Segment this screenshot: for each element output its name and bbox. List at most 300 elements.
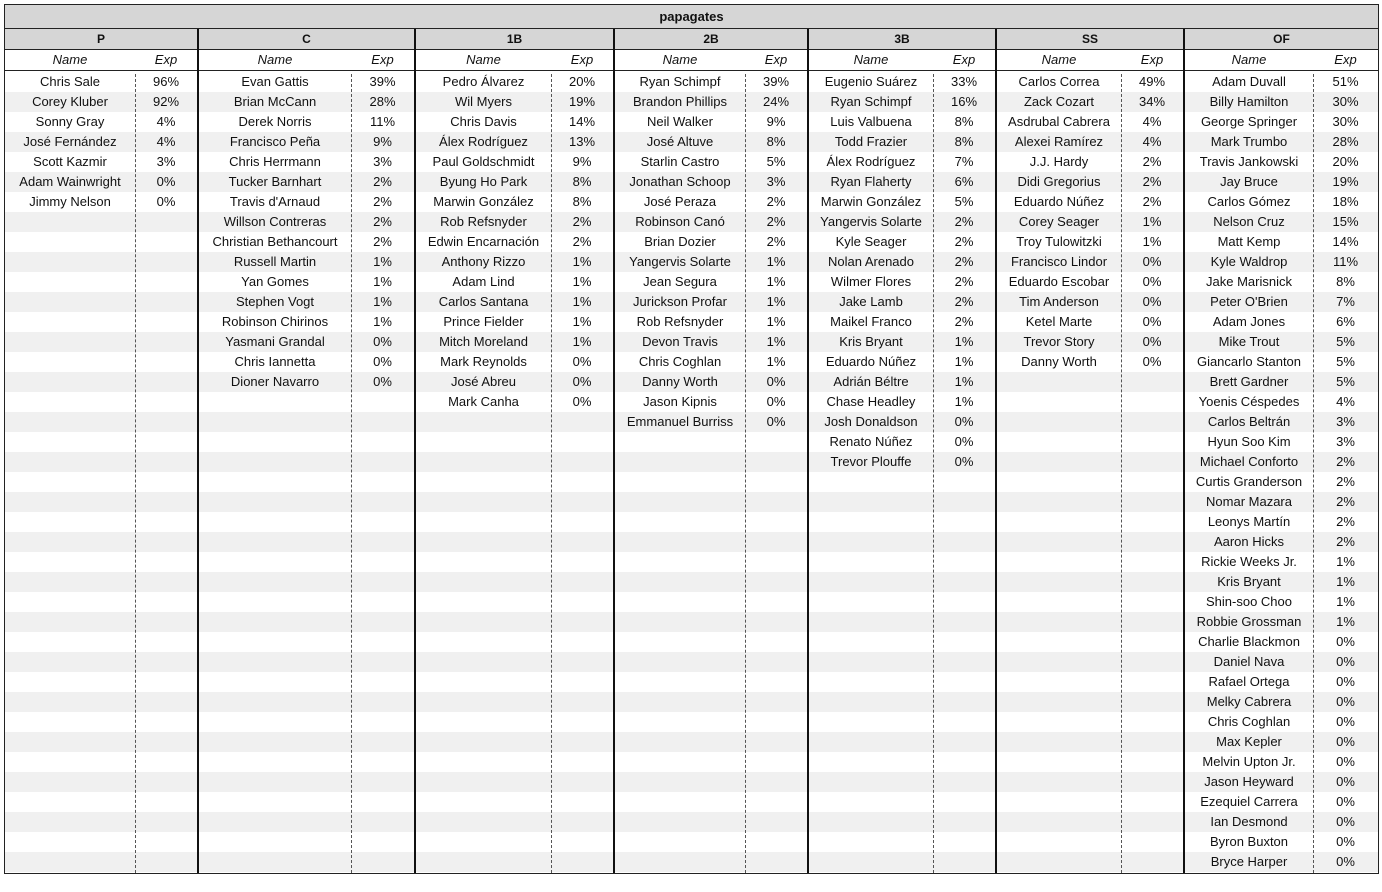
player-exposure: 16% (950, 94, 978, 109)
player-exposure: 8% (572, 194, 592, 209)
table-row (615, 172, 807, 192)
table-row (199, 212, 414, 232)
table-row (1185, 112, 1378, 132)
table-row (416, 352, 613, 372)
player-exposure: 5% (954, 194, 974, 209)
player-name: Adam Lind (452, 274, 515, 289)
exp-column-header: Exp (952, 52, 976, 67)
player-name: Matt Kemp (1217, 234, 1281, 249)
table-row (997, 272, 1183, 292)
player-exposure: 51% (1332, 74, 1359, 89)
table-row (809, 312, 995, 332)
column-headers (997, 50, 1183, 71)
position-block-2b (613, 29, 807, 873)
table-row (199, 112, 414, 132)
position-header: OF (1185, 29, 1378, 50)
table-row (199, 352, 414, 372)
table-row (809, 292, 995, 312)
player-exposure: 2% (1142, 174, 1162, 189)
table-row (1185, 332, 1378, 352)
player-name: Rob Refsnyder (636, 314, 724, 329)
table-row (997, 192, 1183, 212)
table-row (1185, 792, 1378, 812)
player-name: Mark Reynolds (440, 354, 527, 369)
table-row (1185, 272, 1378, 292)
table-row (1185, 292, 1378, 312)
name-column-header: Name (257, 52, 293, 67)
player-exposure: 0% (1336, 634, 1355, 649)
player-exposure: 14% (1332, 234, 1359, 249)
player-name: Rickie Weeks Jr. (1201, 554, 1297, 569)
table-row (5, 112, 197, 132)
exp-column-header: Exp (764, 52, 788, 67)
player-name: Charlie Blackmon (1198, 634, 1300, 649)
player-exposure: 39% (762, 74, 790, 89)
table-row (1185, 92, 1378, 112)
player-exposure: 2% (766, 234, 786, 249)
player-exposure: 1% (373, 294, 392, 309)
table-row (615, 132, 807, 152)
player-name: Jay Bruce (1220, 174, 1278, 189)
player-name: José Abreu (450, 374, 517, 389)
player-exposure: 3% (1336, 414, 1355, 429)
player-name: Asdrubal Cabrera (1008, 114, 1110, 129)
position-header: P (5, 29, 197, 50)
player-exposure: 28% (1332, 134, 1359, 149)
player-exposure: 2% (766, 194, 786, 209)
table-row (809, 72, 995, 92)
player-exposure: 19% (1332, 174, 1359, 189)
player-exposure: 2% (1336, 474, 1355, 489)
table-row (416, 72, 613, 92)
player-exposure: 2% (954, 234, 974, 249)
table-row (416, 332, 613, 352)
table-row (809, 392, 995, 412)
table-row (199, 152, 414, 172)
table-row (199, 332, 414, 352)
table-row (5, 92, 197, 112)
player-name: Marwin González (433, 194, 534, 209)
player-exposure: 0% (1142, 314, 1162, 329)
player-name: Eduardo Núñez (1013, 194, 1105, 209)
player-list (5, 72, 197, 873)
player-name: Maikel Franco (830, 314, 912, 329)
table-row (1185, 132, 1378, 152)
table-row (199, 232, 414, 252)
table-row (1185, 412, 1378, 432)
player-exposure: 5% (1336, 354, 1355, 369)
player-name: Travis d'Arnaud (229, 194, 321, 209)
player-exposure: 7% (1336, 294, 1355, 309)
table-row (1185, 452, 1378, 472)
column-headers (809, 50, 995, 71)
player-exposure: 4% (156, 134, 176, 149)
player-exposure: 5% (766, 154, 786, 169)
table-row (997, 112, 1183, 132)
player-exposure: 49% (1138, 74, 1166, 89)
player-exposure: 2% (954, 254, 974, 269)
player-exposure: 9% (766, 114, 786, 129)
player-exposure: 1% (373, 314, 392, 329)
table-row (997, 352, 1183, 372)
player-name: Carlos Gómez (1207, 194, 1291, 209)
position-block-ss (995, 29, 1183, 873)
player-name: José Fernández (23, 134, 117, 149)
player-exposure: 13% (568, 134, 596, 149)
player-name: Eduardo Escobar (1008, 274, 1110, 289)
table-row (1185, 512, 1378, 532)
player-list (199, 72, 414, 873)
player-exposure: 0% (1142, 354, 1162, 369)
name-column-header: Name (52, 52, 88, 67)
table-row (997, 92, 1183, 112)
name-column-header: Name (853, 52, 889, 67)
table-row (1185, 312, 1378, 332)
position-block-p (5, 29, 197, 873)
player-exposure: 7% (954, 154, 974, 169)
player-exposure: 2% (954, 314, 974, 329)
player-exposure: 2% (766, 214, 786, 229)
player-name: Álex Rodríguez (826, 154, 916, 169)
player-name: Rob Refsnyder (440, 214, 527, 229)
player-list (809, 72, 995, 873)
position-header: 3B (809, 29, 995, 50)
player-name: Shin-soo Choo (1206, 594, 1292, 609)
player-name: Ian Desmond (1210, 814, 1288, 829)
table-row (199, 312, 414, 332)
player-exposure: 2% (373, 214, 392, 229)
table-row (416, 232, 613, 252)
player-name: Brandon Phillips (633, 94, 727, 109)
table-row (1185, 652, 1378, 672)
player-name: José Altuve (646, 134, 714, 149)
player-exposure: 0% (373, 374, 392, 389)
player-name: Robbie Grossman (1196, 614, 1302, 629)
player-name: Adrián Béltre (833, 374, 909, 389)
player-name: Giancarlo Stanton (1196, 354, 1302, 369)
player-exposure: 0% (1336, 834, 1355, 849)
table-row (199, 172, 414, 192)
player-exposure: 24% (762, 94, 790, 109)
table-row (416, 192, 613, 212)
player-exposure: 0% (1336, 794, 1355, 809)
player-exposure: 0% (1142, 294, 1162, 309)
player-exposure: 2% (1142, 154, 1162, 169)
name-column-header: Name (1231, 52, 1267, 67)
column-headers (416, 50, 613, 71)
player-exposure: 4% (1336, 394, 1355, 409)
player-exposure: 0% (954, 414, 974, 429)
player-name: Christian Bethancourt (212, 234, 338, 249)
player-name: Chase Headley (826, 394, 916, 409)
player-exposure: 4% (1142, 114, 1162, 129)
position-header: 2B (615, 29, 807, 50)
table-row (809, 372, 995, 392)
table-row (1185, 72, 1378, 92)
player-exposure: 11% (369, 114, 396, 129)
player-name: Jimmy Nelson (29, 194, 111, 209)
player-exposure: 33% (950, 74, 978, 89)
player-name: Mike Trout (1218, 334, 1280, 349)
player-name: Russell Martin (233, 254, 317, 269)
table-row (1185, 392, 1378, 412)
table-row (615, 392, 807, 412)
player-exposure: 5% (1336, 374, 1355, 389)
player-list (997, 72, 1183, 873)
position-header: SS (997, 29, 1183, 50)
player-name: Yangervis Solarte (820, 214, 922, 229)
player-exposure: 0% (1336, 854, 1355, 869)
table-row (1185, 432, 1378, 452)
player-name: Daniel Nava (1213, 654, 1285, 669)
player-exposure: 1% (572, 294, 592, 309)
player-name: Derek Norris (238, 114, 312, 129)
player-name: Michael Conforto (1199, 454, 1299, 469)
table-row (615, 272, 807, 292)
player-exposure: 0% (954, 454, 974, 469)
player-exposure: 11% (1332, 254, 1359, 269)
table-row (1185, 712, 1378, 732)
table-row (199, 132, 414, 152)
player-exposure: 96% (152, 74, 180, 89)
player-exposure: 92% (152, 94, 180, 109)
player-name: Ryan Schimpf (830, 94, 912, 109)
player-name: Willson Contreras (223, 214, 327, 229)
player-name: Tim Anderson (1019, 294, 1099, 309)
player-name: Dioner Navarro (230, 374, 320, 389)
player-exposure: 4% (156, 114, 176, 129)
player-exposure: 19% (568, 94, 596, 109)
table-row (1185, 232, 1378, 252)
player-exposure: 0% (766, 414, 786, 429)
table-row (997, 312, 1183, 332)
player-name: Jean Segura (643, 274, 717, 289)
player-name: Jason Heyward (1204, 774, 1294, 789)
player-exposure: 1% (1336, 554, 1355, 569)
player-name: Trevor Plouffe (830, 454, 912, 469)
player-name: Hyun Soo Kim (1207, 434, 1291, 449)
table-row (615, 152, 807, 172)
player-name: Didi Gregorius (1017, 174, 1101, 189)
sheet-title: papagates (5, 5, 1378, 29)
player-exposure: 2% (954, 274, 974, 289)
player-list (1185, 72, 1378, 873)
player-exposure: 2% (1336, 534, 1355, 549)
table-row (615, 72, 807, 92)
player-name: Luis Valbuena (830, 114, 912, 129)
table-row (416, 372, 613, 392)
exp-column-header: Exp (154, 52, 178, 67)
player-exposure: 8% (954, 114, 974, 129)
player-exposure: 8% (572, 174, 592, 189)
player-name: Brian McCann (233, 94, 317, 109)
player-exposure: 0% (1336, 734, 1355, 749)
table-row (1185, 692, 1378, 712)
player-name: Chris Coghlan (1207, 714, 1291, 729)
player-exposure: 20% (568, 74, 596, 89)
player-exposure: 1% (1142, 214, 1162, 229)
player-name: Jason Kipnis (643, 394, 717, 409)
player-exposure: 9% (373, 134, 392, 149)
player-name: Devon Travis (642, 334, 718, 349)
table-row (997, 172, 1183, 192)
table-row (5, 192, 197, 212)
player-name: Kyle Waldrop (1210, 254, 1288, 269)
player-exposure: 1% (1142, 234, 1162, 249)
table-row (199, 292, 414, 312)
player-exposure: 0% (954, 434, 974, 449)
table-row (416, 312, 613, 332)
table-row (615, 192, 807, 212)
player-name: Nelson Cruz (1213, 214, 1285, 229)
player-name: Eugenio Suárez (824, 74, 918, 89)
player-exposure: 1% (954, 334, 974, 349)
player-name: Kris Bryant (839, 334, 903, 349)
table-row (809, 352, 995, 372)
player-name: Starlin Castro (640, 154, 720, 169)
player-name: Troy Tulowitzki (1016, 234, 1102, 249)
player-name: Francisco Lindor (1010, 254, 1108, 269)
position-block-of (1183, 29, 1378, 873)
table-row (615, 212, 807, 232)
player-exposure: 1% (766, 354, 786, 369)
player-name: Yan Gomes (241, 274, 309, 289)
player-name: Peter O'Brien (1210, 294, 1288, 309)
player-name: Brian Dozier (644, 234, 716, 249)
player-name: Paul Goldschmidt (432, 154, 535, 169)
position-block-3b (807, 29, 995, 873)
table-row (809, 92, 995, 112)
position-header: 1B (416, 29, 613, 50)
player-exposure: 8% (766, 134, 786, 149)
table-row (615, 112, 807, 132)
player-name: Francisco Peña (229, 134, 321, 149)
player-name: George Springer (1200, 114, 1298, 129)
player-exposure: 0% (156, 174, 176, 189)
player-name: Corey Kluber (32, 94, 108, 109)
player-exposure: 0% (156, 194, 176, 209)
table-row (416, 212, 613, 232)
player-name: Jake Lamb (839, 294, 903, 309)
player-exposure: 1% (373, 274, 392, 289)
player-name: Mark Canha (448, 394, 519, 409)
table-row (416, 392, 613, 412)
table-row (416, 292, 613, 312)
player-name: Rafael Ortega (1208, 674, 1290, 689)
player-name: Marwin González (820, 194, 922, 209)
table-row (615, 252, 807, 272)
player-name: Mitch Moreland (439, 334, 528, 349)
exposure-sheet (4, 4, 1379, 874)
player-exposure: 39% (369, 74, 396, 89)
player-exposure: 0% (373, 334, 392, 349)
table-row (1185, 372, 1378, 392)
column-headers (1185, 50, 1378, 71)
player-name: Eduardo Núñez (825, 354, 917, 369)
player-exposure: 34% (1138, 94, 1166, 109)
table-row (809, 452, 995, 472)
table-row (199, 372, 414, 392)
name-column-header: Name (662, 52, 698, 67)
table-row (1185, 192, 1378, 212)
name-column-header: Name (1041, 52, 1077, 67)
player-name: Melky Cabrera (1206, 694, 1292, 709)
player-name: Jonathan Schoop (629, 174, 731, 189)
player-name: Robinson Chirinos (221, 314, 329, 329)
player-name: Emmanuel Burriss (626, 414, 734, 429)
player-name: Nolan Arenado (827, 254, 914, 269)
table-row (997, 152, 1183, 172)
player-list (615, 72, 807, 873)
player-list (416, 72, 613, 873)
player-name: Danny Worth (1021, 354, 1097, 369)
player-name: Wil Myers (454, 94, 513, 109)
table-row (199, 272, 414, 292)
player-name: Robinson Canó (635, 214, 725, 229)
player-exposure: 0% (1142, 254, 1162, 269)
player-exposure: 1% (572, 314, 592, 329)
player-exposure: 5% (1336, 334, 1355, 349)
table-row (615, 412, 807, 432)
table-row (615, 312, 807, 332)
player-name: Aaron Hicks (1213, 534, 1285, 549)
player-exposure: 2% (1336, 494, 1355, 509)
player-exposure: 0% (1336, 654, 1355, 669)
player-name: Chris Sale (40, 74, 100, 89)
player-name: Josh Donaldson (824, 414, 918, 429)
player-exposure: 2% (373, 194, 392, 209)
table-row (997, 332, 1183, 352)
player-exposure: 0% (1336, 694, 1355, 709)
table-row (1185, 812, 1378, 832)
player-exposure: 1% (572, 254, 592, 269)
player-name: Brett Gardner (1209, 374, 1289, 389)
player-exposure: 3% (156, 154, 176, 169)
player-name: José Peraza (643, 194, 717, 209)
player-name: Tucker Barnhart (228, 174, 322, 189)
player-name: Ketel Marte (1025, 314, 1093, 329)
player-name: Melvin Upton Jr. (1202, 754, 1296, 769)
table-row (997, 212, 1183, 232)
table-row (199, 72, 414, 92)
player-name: Chris Coghlan (638, 354, 722, 369)
player-name: Travis Jankowski (1199, 154, 1299, 169)
position-block-1b (414, 29, 613, 873)
table-row (416, 112, 613, 132)
table-row (997, 292, 1183, 312)
table-row (809, 432, 995, 452)
table-row (1185, 532, 1378, 552)
player-exposure: 2% (954, 214, 974, 229)
player-exposure: 0% (1336, 714, 1355, 729)
table-row (1185, 252, 1378, 272)
table-row (416, 252, 613, 272)
table-row (809, 112, 995, 132)
table-row (1185, 552, 1378, 572)
player-name: Yoenis Céspedes (1198, 394, 1300, 409)
player-exposure: 1% (954, 374, 974, 389)
player-exposure: 9% (572, 154, 592, 169)
table-row (1185, 212, 1378, 232)
table-row (1185, 472, 1378, 492)
player-name: Leonys Martín (1207, 514, 1291, 529)
player-name: Chris Herrmann (229, 154, 321, 169)
player-exposure: 2% (1142, 194, 1162, 209)
table-row (5, 152, 197, 172)
exp-column-header: Exp (570, 52, 594, 67)
table-row (1185, 152, 1378, 172)
table-row (1185, 592, 1378, 612)
